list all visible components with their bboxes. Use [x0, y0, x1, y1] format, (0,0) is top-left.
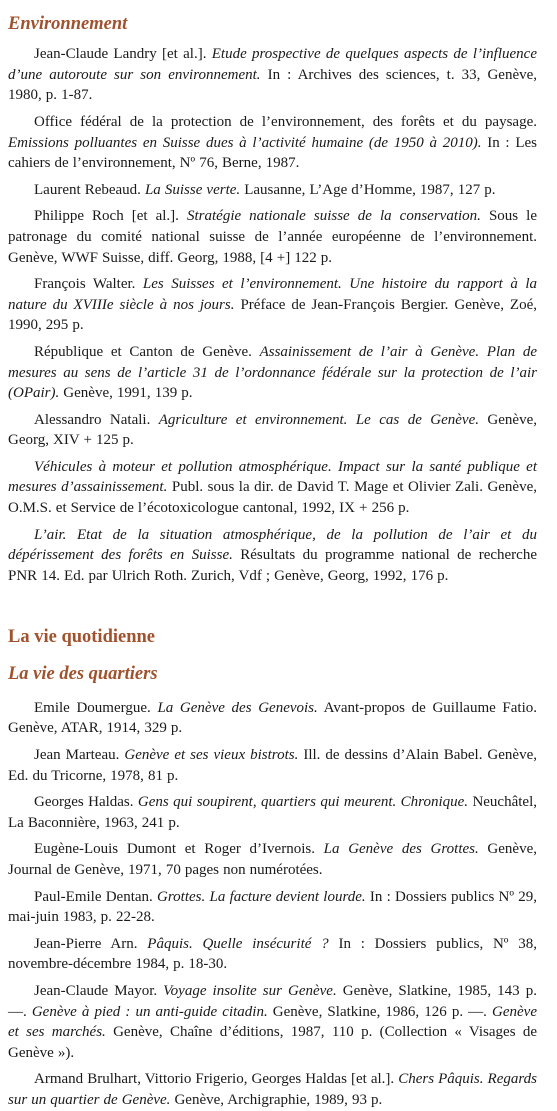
- bibliography-entry: [8, 887, 537, 928]
- entry-title: Assainissement de l’air à Genève. Plan de mesures au sens de l’article 31 de l’ordonnance fédérale sur la protection de l’air (OPair).: [8, 343, 537, 402]
- section-heading-vie-quotidienne: La vie quotidienne: [8, 627, 155, 648]
- entry-title: Gens qui soupirent, quartiers qui meurent. Chronique.: [137, 794, 469, 811]
- bibliography-entry: [8, 274, 537, 336]
- entry-title: Chers Pâquis. Regards sur un quartier de Genève.: [8, 1071, 537, 1108]
- subsection-heading-vie-des-quartiers: La vie des quartiers: [8, 663, 158, 684]
- entry-details: Genève, Georg, XIV + 125 p.: [8, 411, 537, 449]
- entry-author: François Walter.: [34, 276, 143, 293]
- entry-details: Avant-propos de Guillaume Fatio. Genève, ATAR, 1914, 329 p.: [8, 699, 538, 737]
- entry-title: Emissions polluantes en Suisse dues à l’activité humaine (de 1950 à 2010).: [8, 134, 482, 151]
- entry-title: Pâquis. Quelle insécurité ?: [147, 935, 329, 952]
- entry-author: République et Canton de Genève.: [34, 343, 260, 360]
- entry-author: Alessandro Natali.: [34, 411, 159, 428]
- bibliography-entry: [8, 44, 537, 106]
- bibliography-entry: [8, 698, 537, 739]
- entry-title: La Suisse verte.: [144, 181, 241, 198]
- entry-details: Genève, Slatkine, 1986, 126 p. —.: [267, 1003, 493, 1020]
- bibliography-entry: [8, 525, 537, 587]
- bibliography-list-environnement: [8, 44, 537, 586]
- entry-details: Genève, Chaîne d’éditions, 1987, 110 p. (Collection « Visages de Genève »).: [8, 1024, 537, 1061]
- entry-details: Neuchâtel, La Baconnière, 1963, 241 p.: [8, 794, 537, 831]
- entry-details: In : Dossiers publics Nº 29, mai-juin 1983, p. 22-28.: [8, 888, 537, 926]
- entry-title: Véhicules à moteur et pollution atmosphérique. Impact sur la santé publique et mesures d’assainissement.: [8, 458, 537, 496]
- entry-title: Etude prospective de quelques aspects de l’influence d’une autoroute sur son environnement.: [8, 46, 537, 83]
- entry-details: Préface de Jean-François Bergier. Genève, Zoé, 1990, 295 p.: [8, 296, 537, 334]
- entry-details: Ill. de dessins d’Alain Babel. Genève, Ed. du Tricorne, 1978, 81 p.: [8, 747, 537, 784]
- bibliography-entry: [8, 457, 537, 519]
- bibliography-entry: [8, 206, 537, 268]
- bibliography-entry: [8, 1069, 537, 1110]
- bibliography-entry: [8, 981, 537, 1063]
- entry-details: Genève, Journal de Genève, 1971, 70 pages non numérotées.: [8, 841, 537, 878]
- entry-author: Jean Marteau.: [34, 747, 125, 763]
- entry-title: La Genève des Genevois.: [157, 699, 318, 716]
- bibliography-list-quartiers: [8, 698, 537, 1111]
- bibliography-entry: [8, 839, 537, 880]
- entry-author: Armand Brulhart, Vittorio Frigerio, Georges Haldas [et al.].: [34, 1071, 399, 1088]
- entry-title: Voyage insolite sur Genève.: [163, 982, 337, 999]
- entry-title: Grottes. La facture devient lourde.: [157, 888, 366, 905]
- entry-details: Genève, Slatkine, 1985, 143 p. —.: [8, 982, 537, 1020]
- entry-title: Genève à pied : un anti-guide citadin.: [31, 1003, 268, 1020]
- entry-details: Genève, 1991, 139 p.: [59, 385, 193, 402]
- bibliography-entry: [8, 180, 537, 201]
- bibliography-entry: [8, 112, 537, 174]
- entry-details: Publ. sous la dir. de David T. Mage et Olivier Zali. Genève, O.M.S. et Service de l’écotoxicologue cantonal, 1992, IX + 256 p.: [8, 479, 537, 517]
- entry-author: Jean-Claude Mayor.: [34, 982, 164, 999]
- bibliography-entry: [8, 934, 537, 975]
- entry-title: Agriculture et environnement. Le cas de Genève.: [158, 411, 479, 428]
- entry-title: La Genève des Grottes.: [323, 841, 479, 858]
- entry-title: Genève et ses marchés.: [8, 1003, 537, 1041]
- bibliography-entry: [8, 792, 537, 833]
- bibliography-entry: [8, 342, 537, 404]
- entry-author: Philippe Roch [et al.].: [34, 208, 187, 225]
- entry-author: Paul-Emile Dentan.: [34, 888, 158, 905]
- entry-author: Laurent Rebeaud.: [34, 181, 145, 198]
- entry-author: Eugène-Louis Dumont et Roger d’Ivernois.: [34, 841, 324, 858]
- entry-details: Lausanne, L’Age d’Homme, 1987, 127 p.: [240, 181, 496, 198]
- section-heading-environnement: Environnement: [8, 14, 128, 34]
- bibliography-entry: [8, 745, 537, 786]
- entry-details: In : Archives des sciences, t. 33, Genève, 1980, p. 1-87.: [8, 66, 538, 104]
- entry-author: Jean-Pierre Arn.: [34, 935, 148, 952]
- entry-details: Genève, Archigraphie, 1989, 93 p.: [170, 1091, 383, 1108]
- entry-author: Georges Haldas.: [34, 794, 138, 811]
- entry-details: In : Dossiers publics, Nº 38, novembre-décembre 1984, p. 18-30.: [8, 935, 537, 973]
- entry-details: Sous le patronage du comité national suisse de l’année européenne de l’environnement. Genève, WWF Suisse, diff. Georg, 1988, [4 +] 122 p.: [8, 208, 537, 266]
- entry-title: Les Suisses et l’environnement. Une histoire du rapport à la nature du XVIIIe siècle à nos jours.: [8, 276, 537, 313]
- entry-author: Jean-Claude Landry [et al.].: [34, 46, 212, 63]
- entry-title: L’air. Etat de la situation atmosphérique, de la pollution de l’air et du dépérissement des forêts en Suisse.: [8, 526, 537, 564]
- entry-title: Stratégie nationale suisse de la conservation.: [186, 208, 481, 225]
- entry-details: In : Les cahiers de l’environnement, Nº 76, Berne, 1987.: [8, 134, 537, 172]
- bibliography-entry: [8, 410, 537, 451]
- entry-details: Résultats du programme national de recherche PNR 14. Ed. par Ulrich Roth. Zurich, Vdf ; Genève, Georg, 1992, 176 p.: [8, 547, 537, 584]
- entry-title: Genève et ses vieux bistrots.: [124, 747, 299, 763]
- entry-author: Emile Doumergue.: [34, 699, 158, 716]
- entry-author: Office fédéral de la protection de l’environnement, des forêts et du paysage.: [34, 113, 537, 130]
